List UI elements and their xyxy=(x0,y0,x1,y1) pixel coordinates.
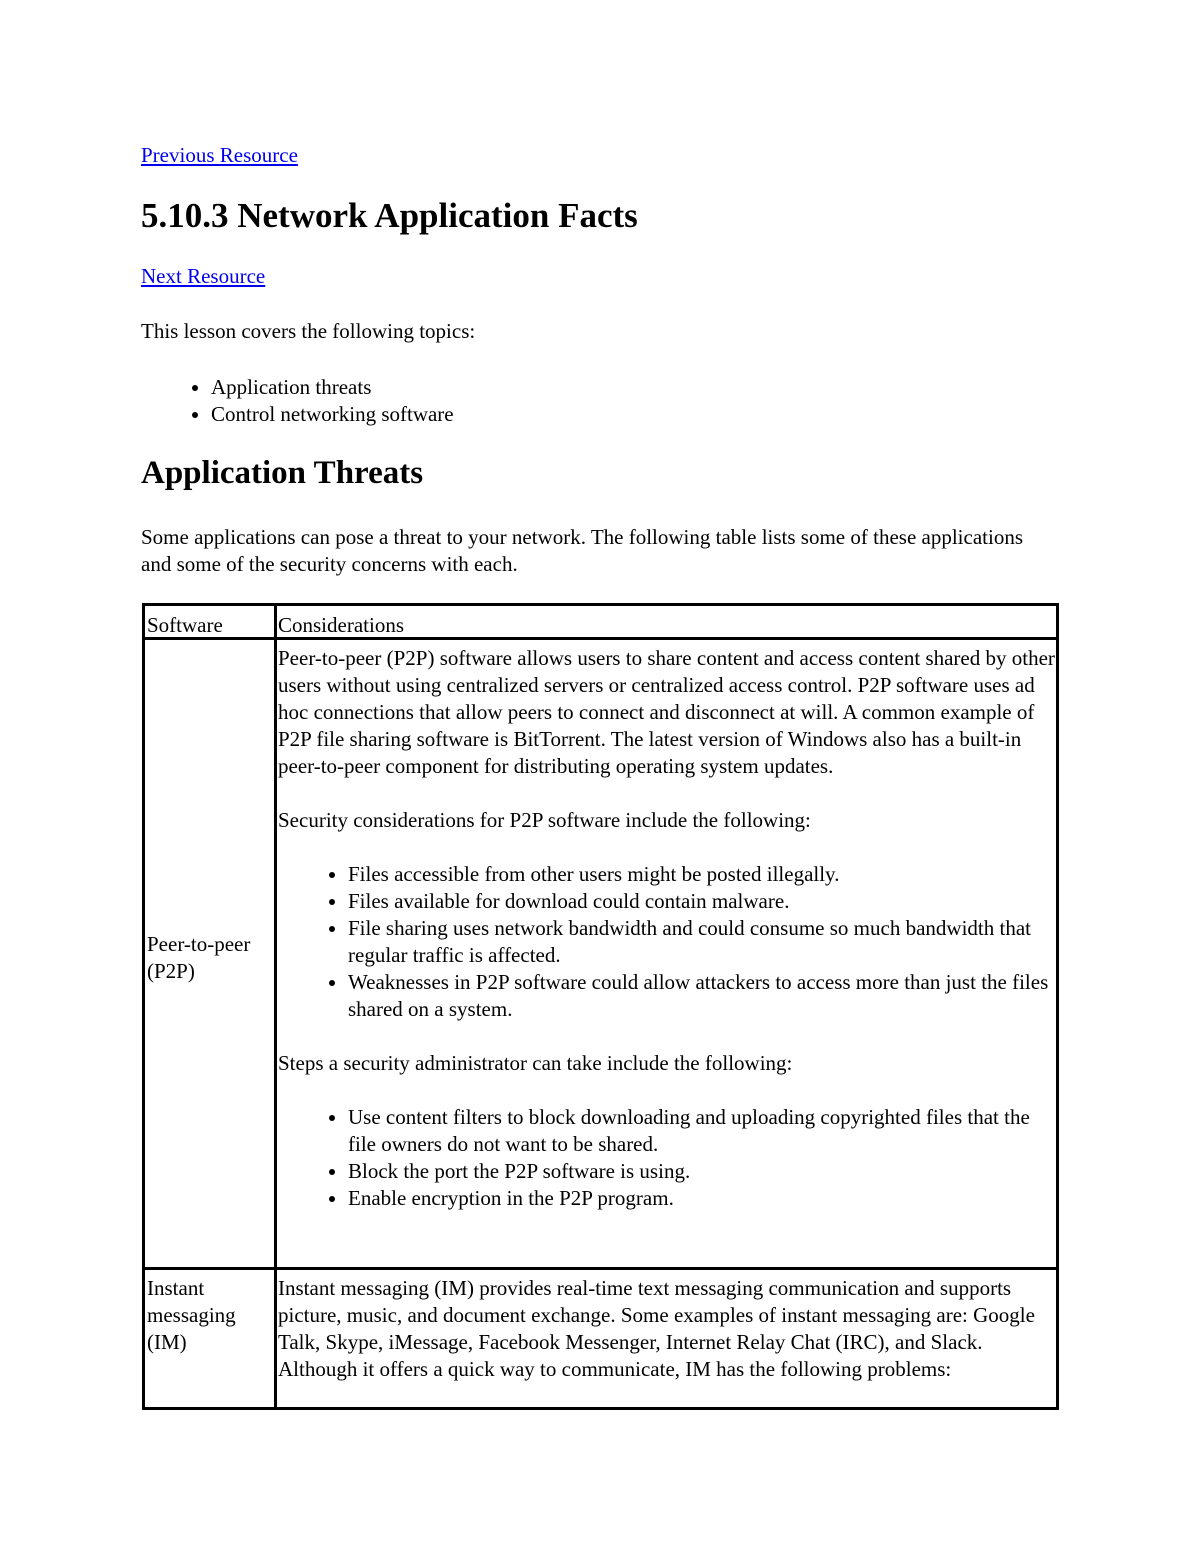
list-item: • Control networking software xyxy=(211,401,454,428)
p2p-security-intro: Security considerations for P2P software include the following: xyxy=(278,808,811,832)
p2p-software-cell: Peer-to-peer (P2P) xyxy=(147,932,251,983)
section-intro: Some applications can pose a threat to your network. The following table lists some of these applications and some of the security concerns with each. xyxy=(141,525,1023,576)
topics-list xyxy=(141,374,454,428)
im-considerations-cell xyxy=(278,1275,1058,1383)
list-item: • Files accessible from other users might be posted illegally. xyxy=(348,861,1058,888)
column-divider xyxy=(274,606,277,1407)
list-item: • Weaknesses in P2P software could allow attackers to access more than just the files shared on a system. xyxy=(348,969,1058,1023)
p2p-steps-list xyxy=(278,1104,1058,1212)
p2p-security-list xyxy=(278,861,1058,1023)
p2p-steps-intro: Steps a security administrator can take include the following: xyxy=(278,1051,793,1075)
row-divider xyxy=(145,1267,1056,1270)
list-item: • Block the port the P2P software is using. xyxy=(348,1158,1058,1185)
header-software: Software xyxy=(147,613,223,637)
list-item: • Files available for download could contain malware. xyxy=(348,888,1058,915)
p2p-considerations-cell xyxy=(278,645,1058,1212)
header-considerations: Considerations xyxy=(278,613,404,637)
threats-table xyxy=(142,603,1059,1410)
p2p-description: Peer-to-peer (P2P) software allows users to share content and access content shared by other users without using centralized servers or centralized access control. P2P software uses ad hoc connections that allow peers to connect and disconnect at will. A common example of P2P file sharing software is BitTorrent. The latest version of Windows also has a built-in peer-to-peer component for distributing operating system updates. xyxy=(278,646,1055,778)
section-heading: Application Threats xyxy=(141,455,424,491)
next-resource-link[interactable]: Next Resource xyxy=(141,264,266,288)
list-item: • File sharing uses network bandwidth and could consume so much bandwidth that regular traffic is affected. xyxy=(348,915,1058,969)
page-title: 5.10.3 Network Application Facts xyxy=(141,196,638,235)
im-description: Instant messaging (IM) provides real-time text messaging communication and supports picture, music, and document exchange. Some examples of instant messaging are: Google Talk, Skype, iMessage, Facebook Messenger, Internet Relay Chat (IRC), and Slack. Although it offers a quick way to communicate, IM has the following problems: xyxy=(278,1276,1035,1381)
im-software-cell: Instant messaging (IM) xyxy=(147,1276,236,1354)
list-item: • Application threats xyxy=(211,374,454,401)
list-item: • Use content filters to block downloading and uploading copyrighted files that the file owners do not want to be shared. xyxy=(348,1104,1058,1158)
lesson-intro: This lesson covers the following topics: xyxy=(141,319,476,343)
previous-resource-link[interactable]: Previous Resource xyxy=(141,143,298,167)
list-item: • Enable encryption in the P2P program. xyxy=(348,1185,1058,1212)
